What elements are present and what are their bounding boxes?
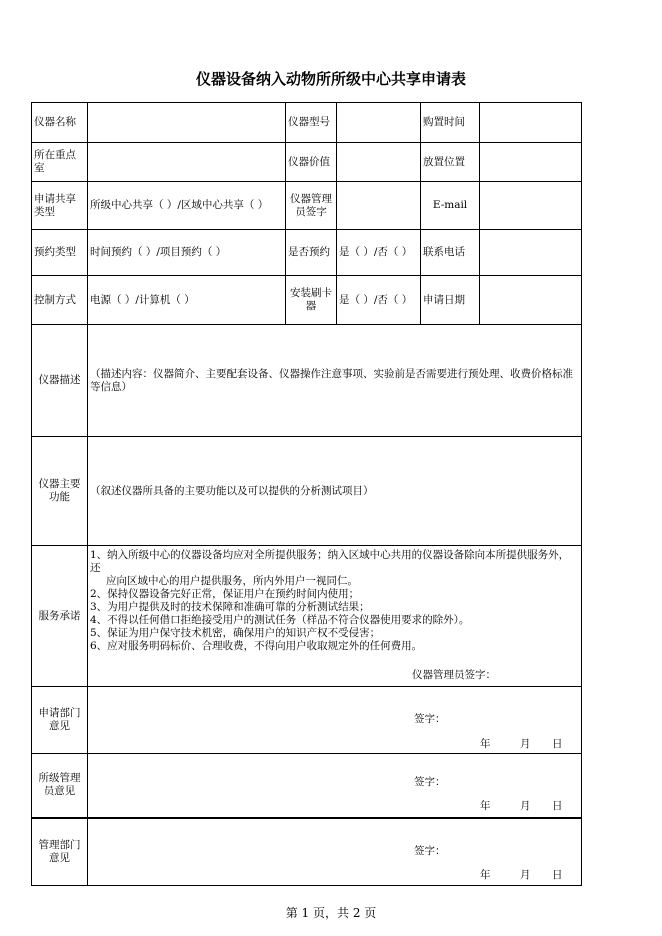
admin-sign-label: 仪器管理员签字： bbox=[412, 668, 496, 681]
form-row-service bbox=[32, 546, 582, 687]
mgmt-month-label: 月 bbox=[520, 868, 531, 881]
apply-date-field[interactable] bbox=[480, 276, 582, 325]
application-form bbox=[31, 102, 582, 886]
purchase-time-field[interactable] bbox=[480, 103, 582, 143]
functions-label: 仪器主要功能 bbox=[32, 437, 88, 546]
service-line-6: 5、保证为用户保守技术机密，确保用户的知识产权不受侵害； bbox=[90, 626, 381, 639]
booking-type-label: 预约类型 bbox=[32, 230, 88, 276]
form-row-1 bbox=[32, 103, 582, 143]
form-row-4 bbox=[32, 230, 582, 276]
functions-field[interactable]: （叙述仪器所具备的主要功能以及可以提供的分析测试项目） bbox=[88, 437, 582, 546]
admin-opinion-label: 所级管理员意见 bbox=[32, 754, 88, 818]
page-footer: 第 1 页，共 2 页 bbox=[285, 906, 377, 920]
instrument-value-field[interactable] bbox=[337, 143, 421, 182]
dept-sign-label: 签字： bbox=[414, 712, 446, 725]
form-row-3 bbox=[32, 182, 582, 230]
key-lab-label: 所在重点室 bbox=[32, 143, 88, 182]
location-field[interactable] bbox=[480, 143, 582, 182]
dept-month-label: 月 bbox=[520, 737, 531, 750]
description-field[interactable]: （描述内容：仪器简介、主要配套设备、仪器操作注意事项、实验前是否需要进行预处理、收费价格标准等信息） bbox=[88, 325, 582, 437]
service-line-2: 应向区域中心的用户提供服务，所内外用户一视同仁。 bbox=[106, 574, 358, 587]
form-row-admin-opinion bbox=[32, 754, 582, 818]
dept-year-label: 年 bbox=[480, 737, 491, 750]
description-label: 仪器描述 bbox=[32, 325, 88, 437]
instrument-value-label: 仪器价值 bbox=[286, 143, 337, 182]
card-reader-options[interactable]: 是（ ）/否（ ） bbox=[337, 276, 421, 325]
mgmt-opinion-label: 管理部门意见 bbox=[32, 818, 88, 886]
admin-opinion-year-label: 年 bbox=[480, 800, 491, 813]
card-reader-label: 安装刷卡器 bbox=[286, 276, 337, 325]
dept-day-label: 日 bbox=[552, 737, 563, 750]
phone-label: 联系电话 bbox=[421, 230, 480, 276]
admin-opinion-day-label: 日 bbox=[552, 800, 563, 813]
control-mode-label: 控制方式 bbox=[32, 276, 88, 325]
service-line-7: 6、应对服务明码标价、合理收费，不得向用户收取规定外的任何费用。 bbox=[90, 639, 423, 652]
instrument-name-label: 仪器名称 bbox=[32, 103, 88, 143]
form-row-dept-opinion bbox=[32, 687, 582, 754]
mgmt-sign-label: 签字： bbox=[414, 844, 446, 857]
form-row-5 bbox=[32, 276, 582, 325]
apply-date-label: 申请日期 bbox=[421, 276, 480, 325]
need-booking-label: 是否预约 bbox=[286, 230, 337, 276]
need-booking-options[interactable]: 是（ ）/否（ ） bbox=[337, 230, 421, 276]
control-mode-options[interactable]: 电源（ ）/计算机（ ） bbox=[88, 276, 286, 325]
admin-signature-field[interactable] bbox=[337, 182, 421, 230]
email-field[interactable] bbox=[480, 182, 582, 230]
service-commitment bbox=[88, 546, 582, 687]
admin-opinion-month-label: 月 bbox=[520, 800, 531, 813]
dept-opinion-label: 申请部门意见 bbox=[32, 687, 88, 754]
admin-opinion-sign-label: 签字： bbox=[414, 776, 446, 789]
dept-opinion-field[interactable] bbox=[88, 687, 582, 754]
service-line-4: 3、为用户提供及时的技术保障和准确可靠的分析测试结果； bbox=[90, 600, 370, 613]
share-type-label: 申请共享类型 bbox=[32, 182, 88, 230]
service-line-5: 4、不得以任何借口拒绝接受用户的测试任务（样品不符合仪器使用要求的除外）。 bbox=[90, 613, 470, 626]
mgmt-year-label: 年 bbox=[480, 868, 491, 881]
email-label: E-mail bbox=[421, 182, 480, 230]
location-label: 放置位置 bbox=[421, 143, 480, 182]
form-row-2 bbox=[32, 143, 582, 182]
instrument-model-field[interactable] bbox=[337, 103, 421, 143]
service-label: 服务承诺 bbox=[32, 546, 88, 687]
booking-type-options[interactable]: 时间预约（ ）/项目预约（ ） bbox=[88, 230, 286, 276]
service-line-1: 1、纳入所级中心的仪器设备均应对全所提供服务；纳入区域中心共用的仪器设备除向本所提供服务外，还 bbox=[90, 548, 570, 574]
form-row-functions bbox=[32, 437, 582, 546]
share-type-options[interactable]: 所级中心共享（ ）/区域中心共享（ ） bbox=[88, 182, 286, 230]
admin-opinion-field[interactable] bbox=[88, 754, 582, 818]
key-lab-field[interactable] bbox=[88, 143, 286, 182]
phone-field[interactable] bbox=[480, 230, 582, 276]
mgmt-opinion-field[interactable] bbox=[88, 818, 582, 886]
admin-signature-label: 仪器管理员签字 bbox=[286, 182, 337, 230]
form-row-description bbox=[32, 325, 582, 437]
instrument-model-label: 仪器型号 bbox=[286, 103, 337, 143]
page-title: 仪器设备纳入动物所所级中心共享申请表 bbox=[195, 70, 466, 88]
service-line-3: 2、保持仪器设备完好正常，保证用户在预约时间内使用； bbox=[90, 587, 360, 600]
mgmt-day-label: 日 bbox=[552, 868, 563, 881]
form-row-mgmt-opinion bbox=[32, 818, 582, 886]
instrument-name-field[interactable] bbox=[88, 103, 286, 143]
purchase-time-label: 购置时间 bbox=[421, 103, 480, 143]
